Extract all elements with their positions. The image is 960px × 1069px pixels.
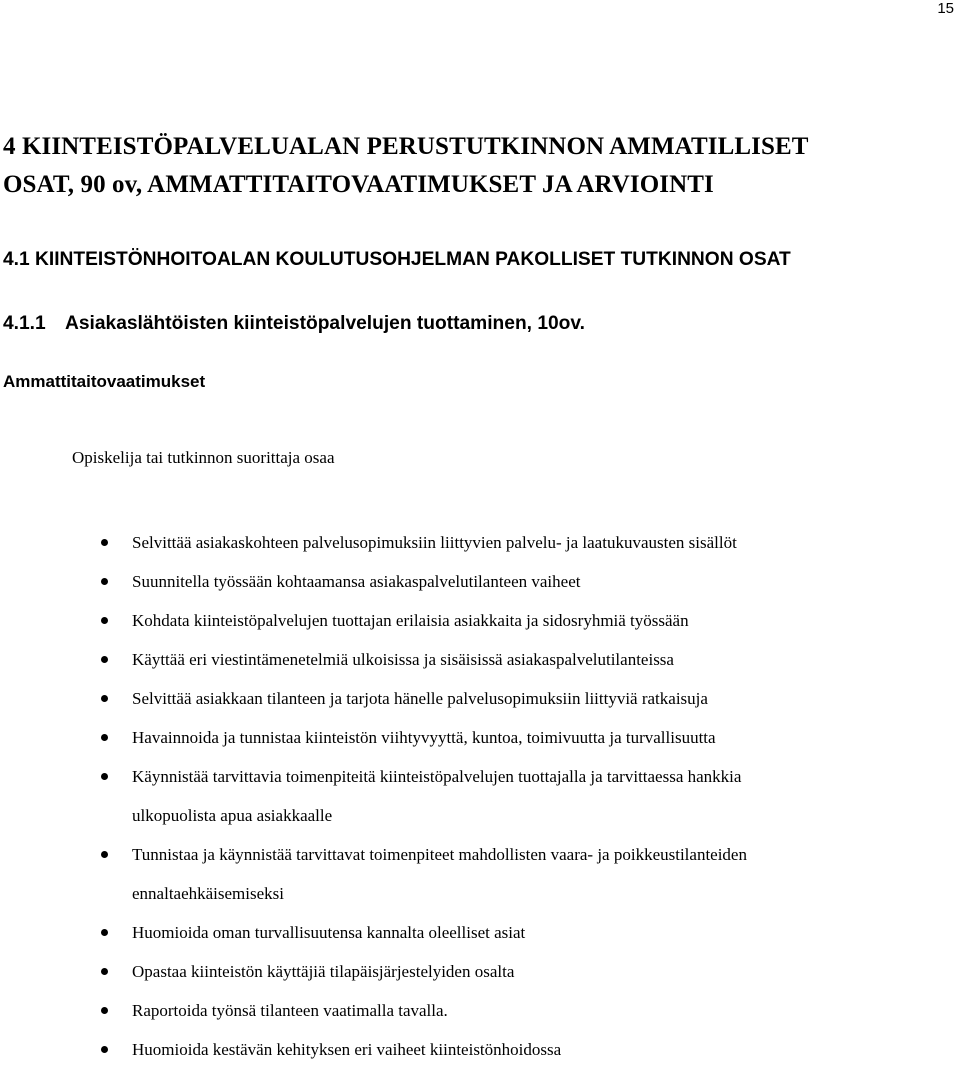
list-item-text: Käynnistää tarvittavia toimenpiteitä kiinteistöpalvelujen tuottajalla ja tarvittaessa hankkia (132, 767, 742, 786)
bullet-icon (101, 968, 108, 975)
list-item-text: Opastaa kiinteistön käyttäjiä tilapäisjärjestelyiden osalta (132, 962, 515, 981)
list-item (0, 640, 960, 679)
list-item (0, 718, 960, 757)
list-item (0, 679, 960, 718)
bullet-icon (101, 734, 108, 741)
list-item (0, 601, 960, 640)
list-item (0, 523, 960, 562)
bullet-icon (101, 578, 108, 585)
list-item-text: Raportoida työnsä tilanteen vaatimalla tavalla. (132, 1001, 448, 1020)
list-item-text: Huomioida kestävän kehityksen eri vaiheet kiinteistönhoidossa (132, 1040, 562, 1059)
sub-sub-heading-title: Asiakaslähtöisten kiinteistöpalvelujen tuottaminen, 10ov. (65, 313, 585, 334)
sub-sub-heading-number: 4.1.1 (3, 313, 46, 334)
list-item (0, 562, 960, 601)
list-item (0, 913, 960, 952)
section-label: Ammattitaitovaatimukset (3, 372, 206, 391)
intro-text: Opiskelija tai tutkinnon suorittaja osaa (72, 448, 335, 467)
list-item-text: Kohdata kiinteistöpalvelujen tuottajan erilaisia asiakkaita ja sidosryhmiä työssään (132, 611, 689, 630)
main-heading-line-2: OSAT, 90 ov, AMMATTITAITOVAATIMUKSET JA ARVIOINTI (3, 171, 714, 198)
requirements-list (0, 523, 960, 1069)
list-item-text-continued: ennaltaehkäisemiseksi (132, 884, 285, 903)
bullet-icon (101, 539, 108, 546)
main-heading-line-1: 4 KIINTEISTÖPALVELUALAN PERUSTUTKINNON AMMATILLISET (3, 133, 809, 160)
list-item-text: Huomioida oman turvallisuutensa kannalta oleelliset asiat (132, 923, 526, 942)
list-item-text-continued: ulkopuolista apua asiakkaalle (132, 806, 333, 825)
list-item-text: Selvittää asiakaskohteen palvelusopimuksiin liittyvien palvelu- ja laatukuvausten sisällöt (132, 533, 737, 552)
bullet-icon (101, 656, 108, 663)
bullet-icon (101, 1007, 108, 1014)
list-item-text: Selvittää asiakkaan tilanteen ja tarjota hänelle palvelusopimuksiin liittyviä ratkaisuja (132, 689, 708, 708)
page-number: 15 (937, 0, 954, 17)
list-item (0, 757, 960, 835)
sub-sub-heading (3, 310, 585, 338)
bullet-icon (101, 773, 108, 780)
main-heading (3, 128, 809, 204)
bullet-icon (101, 695, 108, 702)
list-item (0, 1030, 960, 1069)
list-item (0, 952, 960, 991)
list-item (0, 991, 960, 1030)
list-item-text: Tunnistaa ja käynnistää tarvittavat toimenpiteet mahdollisten vaara- ja poikkeustilanteiden (132, 845, 747, 864)
list-item-text: Käyttää eri viestintämenetelmiä ulkoisissa ja sisäisissä asiakaspalvelutilanteissa (132, 650, 674, 669)
bullet-icon (101, 929, 108, 936)
list-item-text: Suunnitella työssään kohtaamansa asiakaspalvelutilanteen vaiheet (132, 572, 581, 591)
list-item-text: Havainnoida ja tunnistaa kiinteistön viihtyvyyttä, kuntoa, toimivuutta ja turvallisuutta (132, 728, 716, 747)
sub-heading: 4.1 KIINTEISTÖNHOITOALAN KOULUTUSOHJELMAN PAKOLLISET TUTKINNON OSAT (3, 249, 791, 270)
bullet-icon (101, 1046, 108, 1053)
bullet-icon (101, 617, 108, 624)
list-item (0, 835, 960, 913)
bullet-icon (101, 851, 108, 858)
